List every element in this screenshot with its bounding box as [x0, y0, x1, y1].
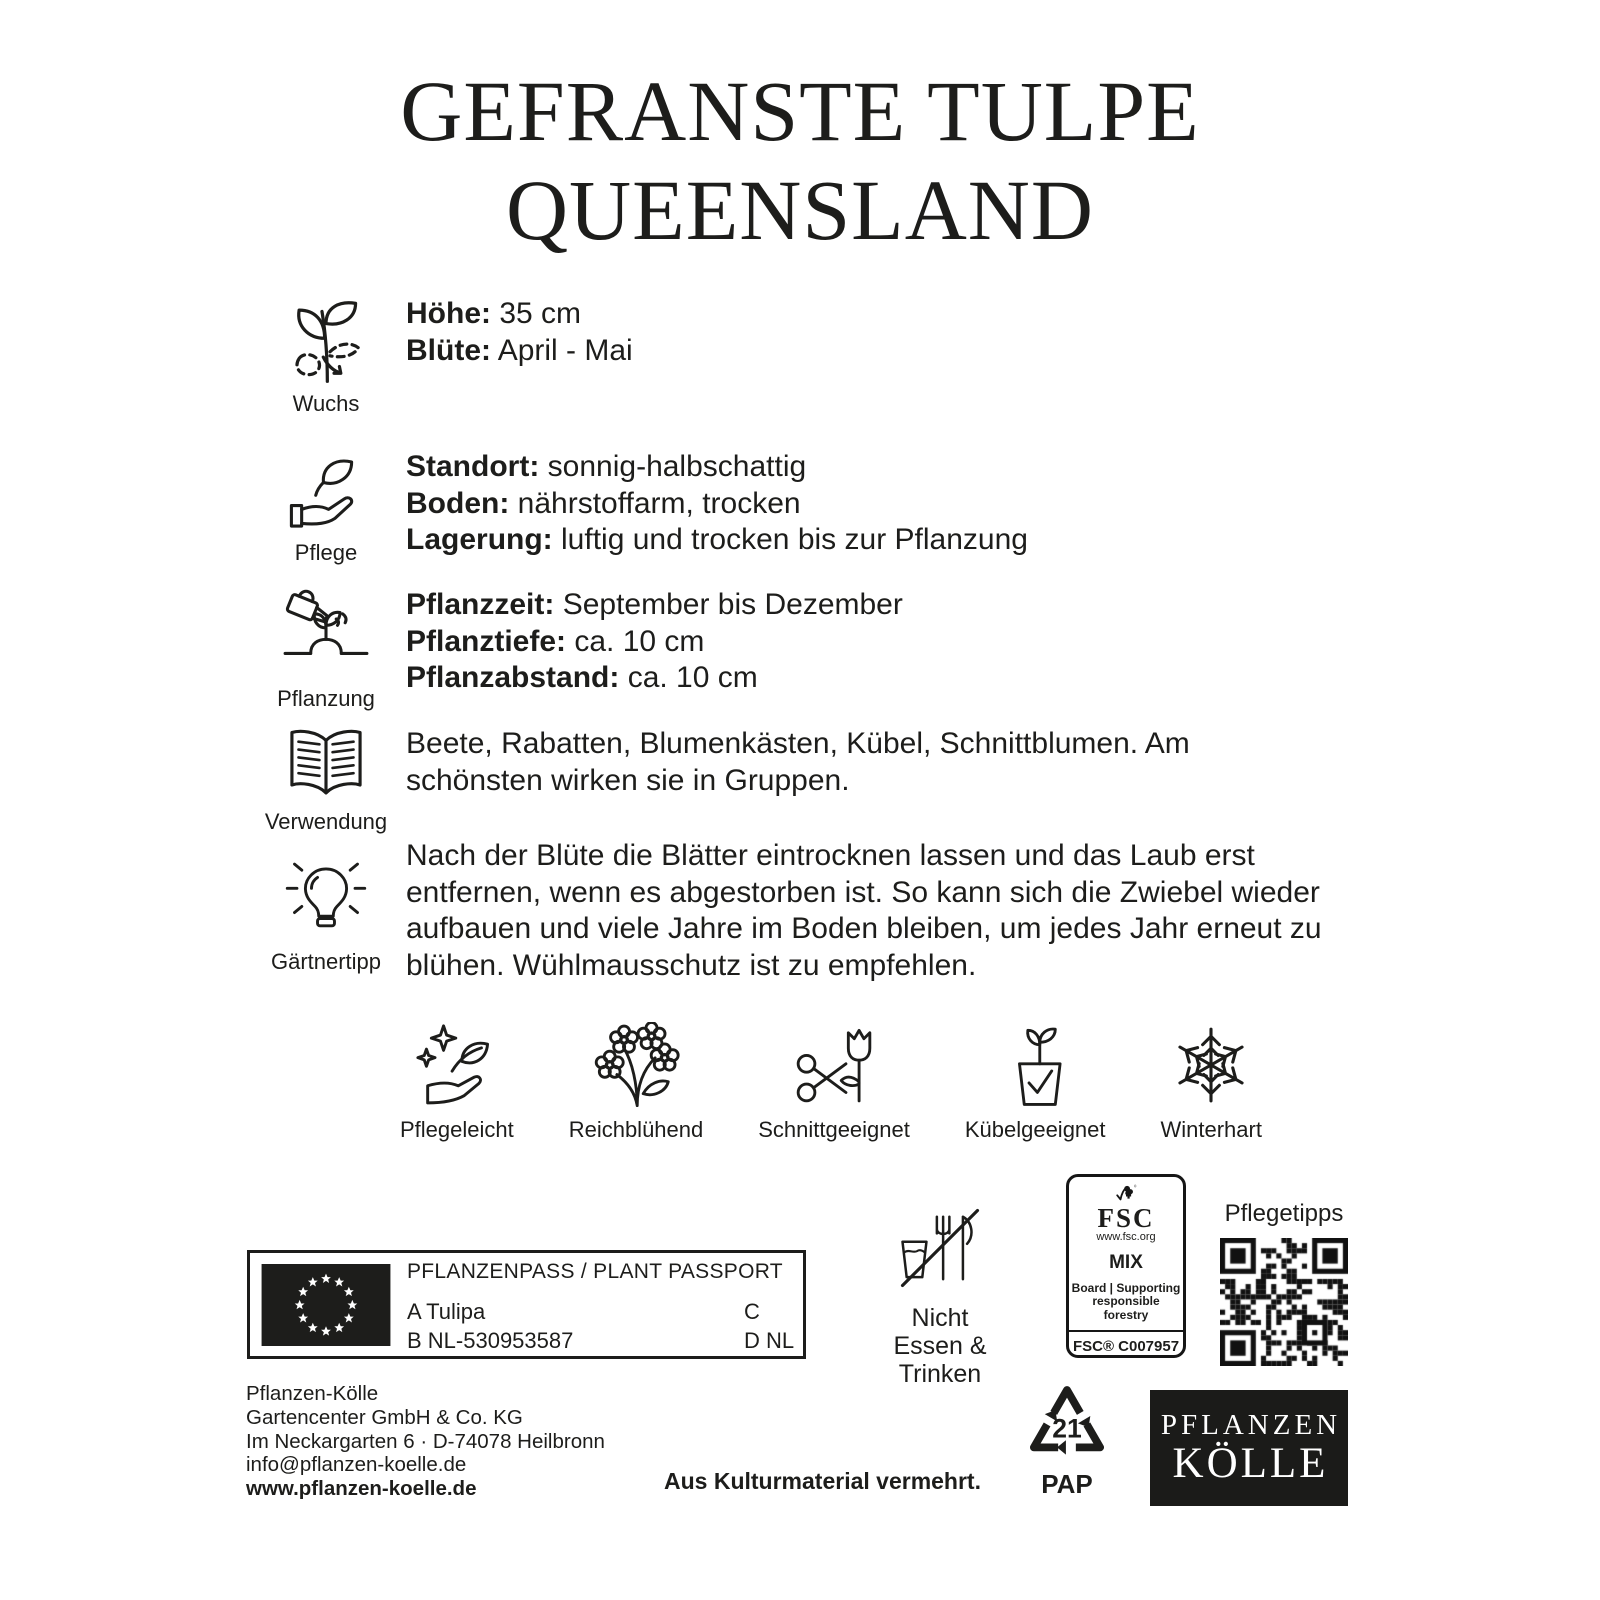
- fsc-license: FSC® C007957: [1072, 1338, 1180, 1355]
- section-label-pflege: Pflege: [294, 540, 358, 565]
- info-value: April - Mai: [497, 333, 633, 367]
- section-pflege: [246, 449, 1028, 566]
- flower: [596, 1051, 623, 1077]
- pflege-icon-column: [246, 455, 406, 566]
- info-line: [406, 333, 633, 370]
- passport-field-b: B NL-530953587: [407, 1328, 574, 1353]
- qr-code: [1220, 1238, 1348, 1366]
- info-value: luftig und trocken bis zur Pflanzung: [561, 523, 1028, 556]
- feature-icons-row: [400, 1022, 1262, 1143]
- passport-field-a: A Tulipa: [407, 1299, 486, 1324]
- info-label: Pflanztiefe:: [406, 624, 567, 658]
- info-line: [406, 296, 633, 333]
- info-line: [406, 522, 1028, 559]
- section-wuchs: [246, 296, 633, 417]
- address-line: Gartencenter GmbH & Co. KG: [246, 1405, 523, 1429]
- no-food-line-1: Nicht: [911, 1304, 969, 1332]
- section-label-pflanzung: Pflanzung: [277, 686, 375, 711]
- passport-field-d: D NL: [744, 1328, 795, 1353]
- fsc-grade: MIX: [1109, 1251, 1143, 1273]
- title-line-2: QUEENSLAND: [505, 162, 1095, 258]
- feature-label: Kübelgeeignet: [964, 1117, 1106, 1142]
- pflanzung-icon-column: [246, 587, 406, 712]
- pflege-text: [406, 449, 1028, 559]
- section-label-verwendung: Verwendung: [264, 809, 388, 834]
- potted-plant-check-icon: [992, 1022, 1078, 1108]
- plant-growth-icon: [283, 298, 369, 384]
- feature-kuebelgeeignet: [965, 1022, 1106, 1143]
- info-line: [406, 587, 903, 624]
- fsc-claim-line-2: responsible forestry: [1092, 1294, 1160, 1322]
- feature-pflegeleicht: [400, 1022, 514, 1143]
- plant-passport-box: [247, 1250, 806, 1359]
- fsc-url: www.fsc.org: [1096, 1230, 1156, 1243]
- open-book-icon: [284, 726, 368, 802]
- info-label: Blüte:: [406, 333, 491, 367]
- hand-leaf-icon: [285, 455, 367, 533]
- passport-title: PFLANZENPASS / PLANT PASSPORT: [407, 1260, 783, 1283]
- gaertnertipp-text: Nach der Blüte die Blätter eintrocknen lassen und das Laub erst entfernen, wenn es abgestorben ist. So kann sich die Zwiebel wieder aufbauen und viele Jahre im Boden bleiben, um jedes Jahr erneut zu blühen. Wühlmausschutz ist zu empfehlen.: [406, 839, 1322, 982]
- qr-label: Pflegetipps: [1224, 1200, 1344, 1227]
- feature-winterhart: [1160, 1022, 1261, 1143]
- watering-can-icon: [280, 587, 372, 679]
- section-label-wuchs: Wuchs: [292, 391, 360, 416]
- recycling-triangle-icon: [1025, 1380, 1109, 1464]
- info-label: Lagerung:: [406, 523, 553, 556]
- info-value: ca. 10 cm: [627, 661, 758, 694]
- flowers-icon: [592, 1022, 680, 1108]
- logo-line-2: KÖLLE: [1172, 1440, 1329, 1487]
- snowflake-icon: [1168, 1022, 1254, 1108]
- lightbulb-icon: [280, 854, 372, 942]
- info-label: Pflanzzeit:: [406, 588, 555, 621]
- info-value: ca. 10 cm: [574, 624, 705, 658]
- fsc-claim-line-1: Board | Supporting: [1071, 1280, 1181, 1295]
- recycling-mark: [1012, 1380, 1122, 1500]
- wuchs-text: [406, 296, 633, 369]
- fsc-tree-icon: [1096, 1184, 1156, 1205]
- qr-block: [1198, 1200, 1370, 1366]
- section-verwendung: [246, 726, 1266, 835]
- company-address: [246, 1382, 605, 1501]
- feature-label: Reichblühend: [568, 1117, 704, 1142]
- feature-label: Pflegeleicht: [400, 1117, 514, 1142]
- address-email: info@pflanzen-koelle.de: [246, 1453, 467, 1477]
- no-food-line-2: Essen & Trinken: [893, 1332, 987, 1388]
- fsc-name: FSC: [1097, 1202, 1155, 1233]
- address-line: Im Neckargarten 6 · D-74078 Heilbronn: [246, 1429, 605, 1453]
- recycling-material: PAP: [1041, 1469, 1093, 1499]
- no-food-warning: [850, 1198, 1030, 1388]
- info-label: Pflanzabstand:: [406, 661, 620, 694]
- info-label: Standort:: [406, 450, 540, 483]
- fsc-claim: [1069, 1282, 1183, 1323]
- page-title: [0, 62, 1600, 260]
- passport-field-c: C: [744, 1299, 760, 1324]
- info-line: [406, 624, 903, 661]
- section-pflanzung: [246, 587, 903, 712]
- scissors-tulip-icon: [790, 1022, 878, 1108]
- address-line: Pflanzen-Kölle: [246, 1382, 379, 1405]
- verwendung-icon-column: [246, 726, 406, 835]
- info-value: nährstoffarm, trocken: [517, 486, 801, 520]
- gaertnertipp-icon-column: [246, 854, 406, 975]
- info-line: [406, 660, 903, 697]
- flower: [611, 1026, 638, 1052]
- pflanzen-koelle-logo: [1150, 1390, 1348, 1506]
- info-label: Höhe:: [406, 297, 491, 330]
- sparkle-hand-icon: [413, 1022, 501, 1108]
- pflanzung-text: [406, 587, 903, 697]
- fsc-label: [1066, 1174, 1186, 1358]
- recycling-number: 21: [1052, 1413, 1082, 1444]
- svg-text:®: ®: [1134, 1184, 1137, 1189]
- section-gaertnertipp: [246, 838, 1356, 984]
- feature-schnittgeeignet: [758, 1022, 910, 1143]
- info-line: [406, 449, 1028, 486]
- verwendung-text: Beete, Rabatten, Blumenkästen, Kübel, Schnittblumen. Am schönsten wirken sie in Gruppen.: [406, 727, 1190, 797]
- feature-label: Schnittgeeignet: [758, 1117, 910, 1142]
- eu-flag: [261, 1264, 391, 1346]
- info-value: September bis Dezember: [562, 588, 903, 621]
- no-eating-drinking-icon: [890, 1198, 990, 1298]
- feature-reichbluehend: [569, 1022, 704, 1143]
- info-value: 35 cm: [499, 297, 582, 330]
- title-line-1: GEFRANSTE TULPE: [400, 63, 1200, 159]
- info-value: sonnig-halbschattig: [547, 450, 807, 483]
- wuchs-icon-column: [246, 298, 406, 417]
- address-website: www.pflanzen-koelle.de: [246, 1477, 477, 1501]
- logo-line-1: PFLANZEN: [1160, 1409, 1342, 1441]
- section-label-gaertnertipp: Gärtnertipp: [270, 949, 382, 974]
- info-line: [406, 486, 1028, 523]
- feature-label: Winterhart: [1160, 1117, 1262, 1142]
- culture-note: Aus Kulturmaterial vermehrt.: [664, 1468, 981, 1494]
- info-label: Boden:: [406, 486, 510, 520]
